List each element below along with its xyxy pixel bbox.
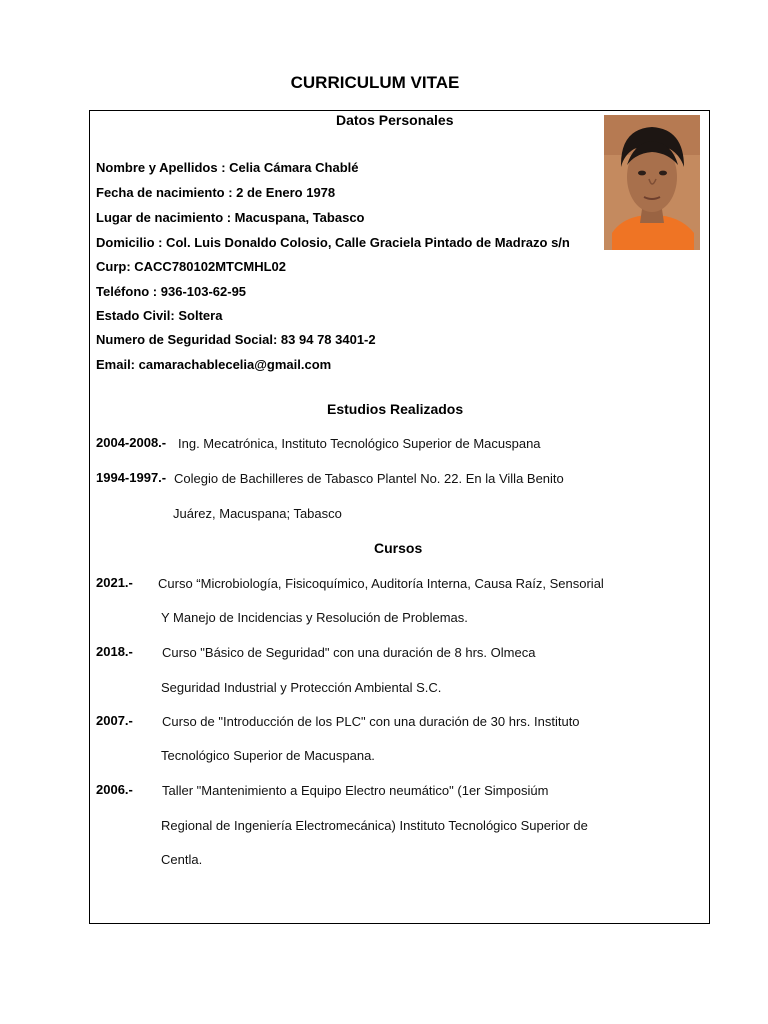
course-description: Curso de "Introducción de los PLC" con una duración de 30 hrs. Instituto	[162, 714, 580, 729]
email-field: Email: camarachablecelia@gmail.com	[96, 357, 332, 372]
course-description-continued: Tecnológico Superior de Macuspana.	[161, 748, 375, 763]
study-years: 1994-1997.-	[96, 470, 167, 485]
course-year: 2007.-	[96, 713, 133, 728]
name-field: Nombre y Apellidos : Celia Cámara Chablé	[96, 160, 359, 175]
civil-status-field: Estado Civil: Soltera	[96, 308, 223, 323]
study-years: 2004-2008.-	[96, 435, 167, 450]
course-description: Taller "Mantenimiento a Equipo Electro neumático" (1er Simposiúm	[162, 783, 549, 798]
course-description: Curso "Básico de Seguridad" con una duración de 8 hrs. Olmeca	[162, 645, 536, 660]
study-description: Colegio de Bachilleres de Tabasco Plantel No. 22. En la Villa Benito	[174, 471, 564, 486]
portrait-photo	[604, 115, 700, 250]
social-security-field: Numero de Seguridad Social: 83 94 78 3401-2	[96, 332, 376, 347]
course-description-continued: Centla.	[161, 852, 203, 867]
course-year: 2021.-	[96, 575, 133, 590]
personal-data-heading: Datos Personales	[336, 112, 454, 128]
course-description-continued: Seguridad Industrial y Protección Ambiental S.C.	[161, 680, 442, 695]
course-year: 2006.-	[96, 782, 133, 797]
birth-place-field: Lugar de nacimiento : Macuspana, Tabasco	[96, 210, 365, 225]
birth-date-field: Fecha de nacimiento : 2 de Enero 1978	[96, 185, 336, 200]
study-description-continued: Juárez, Macuspana; Tabasco	[173, 506, 342, 521]
study-description: Ing. Mecatrónica, Instituto Tecnológico Superior de Macuspana	[178, 436, 541, 451]
course-description-continued: Y Manejo de Incidencias y Resolución de Problemas.	[161, 610, 468, 625]
address-field: Domicilio : Col. Luis Donaldo Colosio, Calle Graciela Pintado de Madrazo s/n	[96, 235, 570, 250]
courses-heading: Cursos	[374, 540, 423, 556]
course-description: Curso “Microbiología, Fisicoquímico, Auditoría Interna, Causa Raíz, Sensorial	[158, 576, 604, 591]
phone-field: Teléfono : 936-103-62-95	[96, 284, 247, 299]
studies-heading: Estudios Realizados	[327, 401, 464, 417]
course-description-continued: Regional de Ingeniería Electromecánica) Instituto Tecnológico Superior de	[161, 818, 588, 833]
document-title: CURRICULUM VITAE	[290, 73, 460, 92]
course-year: 2018.-	[96, 644, 133, 659]
portrait-photo-graphic	[604, 115, 700, 250]
curp-field: Curp: CACC780102MTCMHL02	[96, 259, 286, 274]
